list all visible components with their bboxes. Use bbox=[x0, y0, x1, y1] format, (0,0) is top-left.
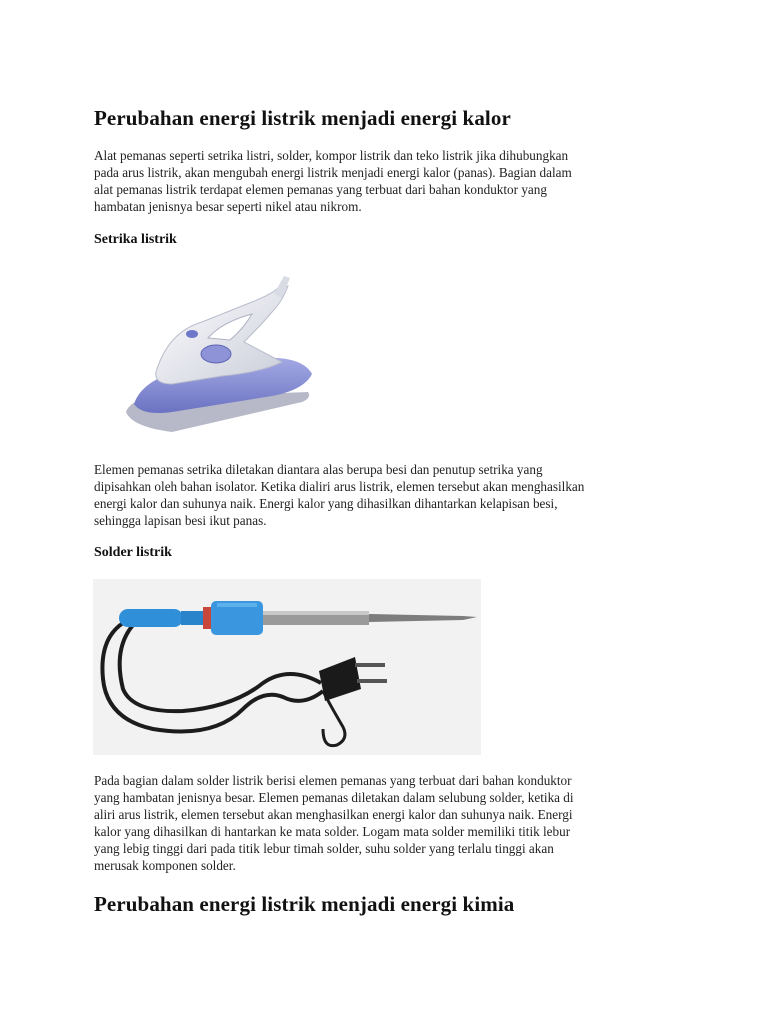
heading-energi-kimia: Perubahan energi listrik menjadi energi kimia bbox=[94, 892, 515, 916]
heading-energi-kalor: Perubahan energi listrik menjadi energi kalor bbox=[94, 106, 511, 130]
soldering-iron-icon bbox=[93, 579, 481, 755]
intro-line: hambatan jenisnya besar seperti nikel atau nikrom. bbox=[94, 199, 362, 214]
solder-line: yang lebig tinggi dari pada titik lebur timah solder, suhu solder yang terlalu tinggi akan bbox=[94, 841, 554, 856]
setrika-line: dipisahkan oleh bahan isolator. Ketika dialiri arus listrik, elemen tersebut akan menghasilkan bbox=[94, 479, 585, 494]
solder-paragraph bbox=[94, 772, 694, 874]
setrika-line: Elemen pemanas setrika diletakan diantara alas berupa besi dan penutup setrika yang bbox=[94, 462, 543, 477]
solder-line: yang hambatan jenisnya besar. Elemen pemanas diletakan dalam selubung solder, ketika di bbox=[94, 790, 574, 805]
intro-line: pada arus listrik, akan mengubah energi listrik menjadi energi kalor (panas). Bagian dalam bbox=[94, 165, 572, 180]
solder-line: merusak komponen solder. bbox=[94, 858, 236, 873]
intro-paragraph bbox=[94, 147, 694, 215]
heading-solder-listrik: Solder listrik bbox=[94, 545, 172, 560]
setrika-paragraph bbox=[94, 461, 694, 529]
intro-line: alat pemanas listrik terdapat elemen pemanas yang terbuat dari bahan konduktor yang bbox=[94, 182, 547, 197]
solder-line: Pada bagian dalam solder listrik berisi elemen pemanas yang terbuat dari bahan konduktor bbox=[94, 773, 572, 788]
intro-line: Alat pemanas seperti setrika listri, solder, kompor listrik dan teko listrik jika dihubungkan bbox=[94, 148, 569, 163]
solder-line: kalor yang dihasilkan di hantarkan ke mata solder. Logam mata solder memiliki titik lebur bbox=[94, 824, 571, 839]
solder-line: aliri arus listrik, elemen tersebut akan menghasilkan energi kalor dan suhunya naik. Energi bbox=[94, 807, 573, 822]
heading-setrika-listrik: Setrika listrik bbox=[94, 232, 177, 247]
setrika-line: sehingga lapisan besi ikut panas. bbox=[94, 513, 267, 528]
electric-iron-icon bbox=[112, 272, 322, 442]
setrika-line: energi kalor dan suhunya naik. Energi kalor yang dihasilkan dihantarkan kelapisan besi, bbox=[94, 496, 558, 511]
